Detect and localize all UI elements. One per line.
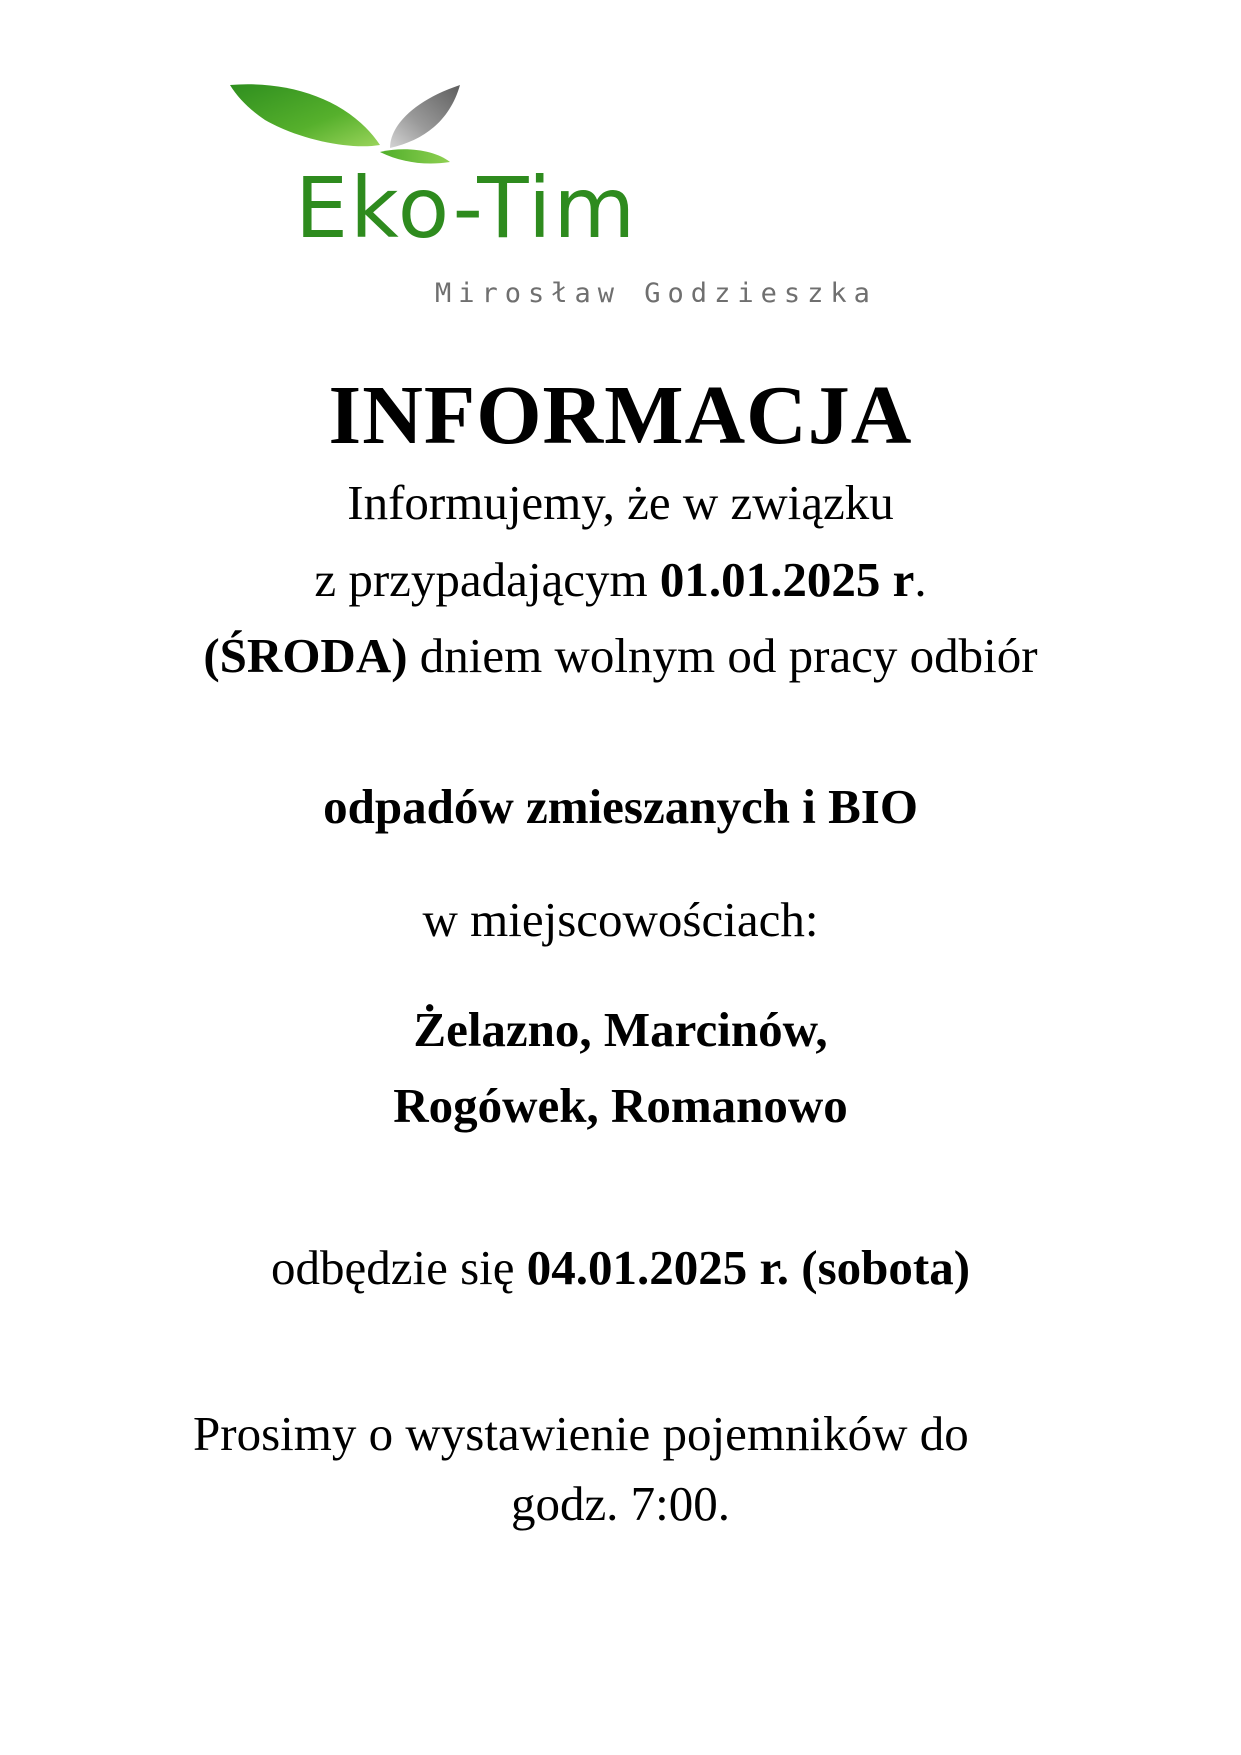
- waste-types: odpadów zmieszanych i BIO: [323, 779, 918, 834]
- holiday-date-prefix: z przypadającym: [314, 552, 660, 607]
- request-line-2: godz. 7:00.: [510, 1476, 731, 1531]
- holiday-date-line: [0, 550, 1241, 610]
- intro-line: Informujemy, że w związku: [347, 475, 894, 530]
- page-title: INFORMACJA: [328, 369, 913, 462]
- places-list-line-2: Rogówek, Romanowo: [393, 1078, 848, 1133]
- new-collection-date-line: [0, 1238, 1241, 1298]
- request-line-1: Prosimy o wystawienie pojemników do: [193, 1406, 969, 1461]
- places-list-line-1: Żelazno, Marcinów,: [413, 1002, 828, 1057]
- holiday-weekday: (ŚRODA): [203, 628, 408, 683]
- holiday-date-suffix: .: [914, 552, 927, 607]
- new-collection-date: 04.01.2025 r. (sobota): [526, 1240, 971, 1295]
- holiday-date: 01.01.2025 r: [659, 552, 915, 607]
- holiday-day-line: [0, 626, 1241, 686]
- new-date-prefix: odbędzie się: [270, 1240, 527, 1295]
- places-intro: w miejscowościach:: [422, 892, 819, 947]
- logo-owner: Mirosław Godzieszka: [435, 278, 877, 309]
- logo-wordmark: Eko-Tim: [295, 159, 638, 257]
- holiday-description: dniem wolnym od pracy odbiór: [407, 628, 1038, 683]
